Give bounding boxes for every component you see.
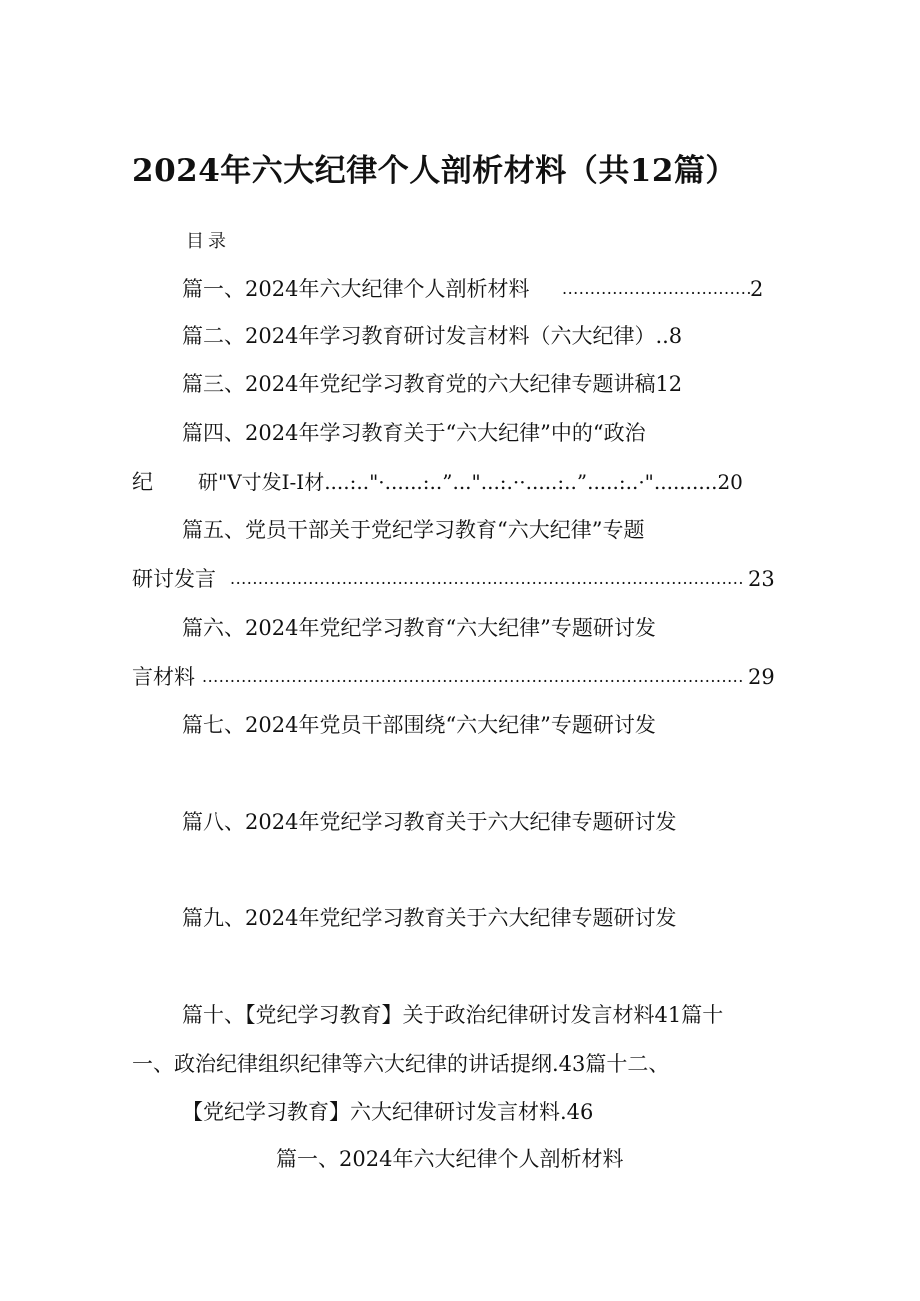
toc-entry-2: 篇二、2024年学习教育研讨发言材料（六大纪律）..8 — [182, 324, 683, 348]
toc-page-number: 2 — [750, 277, 764, 301]
toc-entry-12: 【党纪学习教育】六大纪律研讨发言材料.46 — [182, 1100, 594, 1124]
toc-entry-5-cont: 研讨发言 — [132, 567, 216, 591]
section-heading: 篇一、2024年六大纪律个人剖析材料 — [276, 1147, 624, 1171]
toc-entry-4-cont-b: 研"V寸发I-I材....:.."·......:..”..."...:.··.....:..”.....:..·"..........20 — [198, 470, 743, 494]
toc-leader-dots: ................................................................................................. — [202, 667, 744, 686]
toc-entry-6-cont: 言材料 — [132, 665, 195, 689]
document-title: 2024年六大纪律个人剖析材料（共12篇） — [132, 153, 737, 189]
toc-entry-3: 篇三、2024年党纪学习教育党的六大纪律专题讲稿12 — [182, 372, 683, 396]
toc-entry-5: 篇五、党员干部关于党纪学习教育“六大纪律”专题 — [182, 518, 645, 542]
toc-page-number: 29 — [748, 665, 775, 689]
toc-entry-11: 一、政治纪律组织纪律等六大纪律的讲话提纲.43篇十二、 — [132, 1052, 670, 1076]
toc-leader-dots: ............................................................................................ — [230, 569, 744, 588]
toc-entry-10: 篇十、【党纪学习教育】关于政治纪律研讨发言材料41篇十 — [182, 1003, 724, 1027]
toc-entry-4-cont-a: 纪 — [132, 470, 153, 494]
toc-entry-9: 篇九、2024年党纪学习教育关于六大纪律专题研讨发 — [182, 906, 677, 930]
toc-entry-4: 篇四、2024年学习教育关于“六大纪律”中的“政治 — [182, 421, 646, 445]
toc-entry-text: 篇一、2024年六大纪律个人剖析材料 — [182, 277, 530, 301]
toc-entry-6: 篇六、2024年党纪学习教育“六大纪律”专题研讨发 — [182, 616, 656, 640]
toc-entry-7: 篇七、2024年党员干部围绕“六大纪律”专题研讨发 — [182, 713, 656, 737]
toc-entry-8: 篇八、2024年党纪学习教育关于六大纪律专题研讨发 — [182, 810, 677, 834]
toc-leader-dots: .................................. — [562, 279, 752, 298]
toc-page-number: 23 — [748, 567, 775, 591]
toc-label: 目录 — [186, 231, 230, 252]
toc-entry-1 — [182, 275, 529, 303]
